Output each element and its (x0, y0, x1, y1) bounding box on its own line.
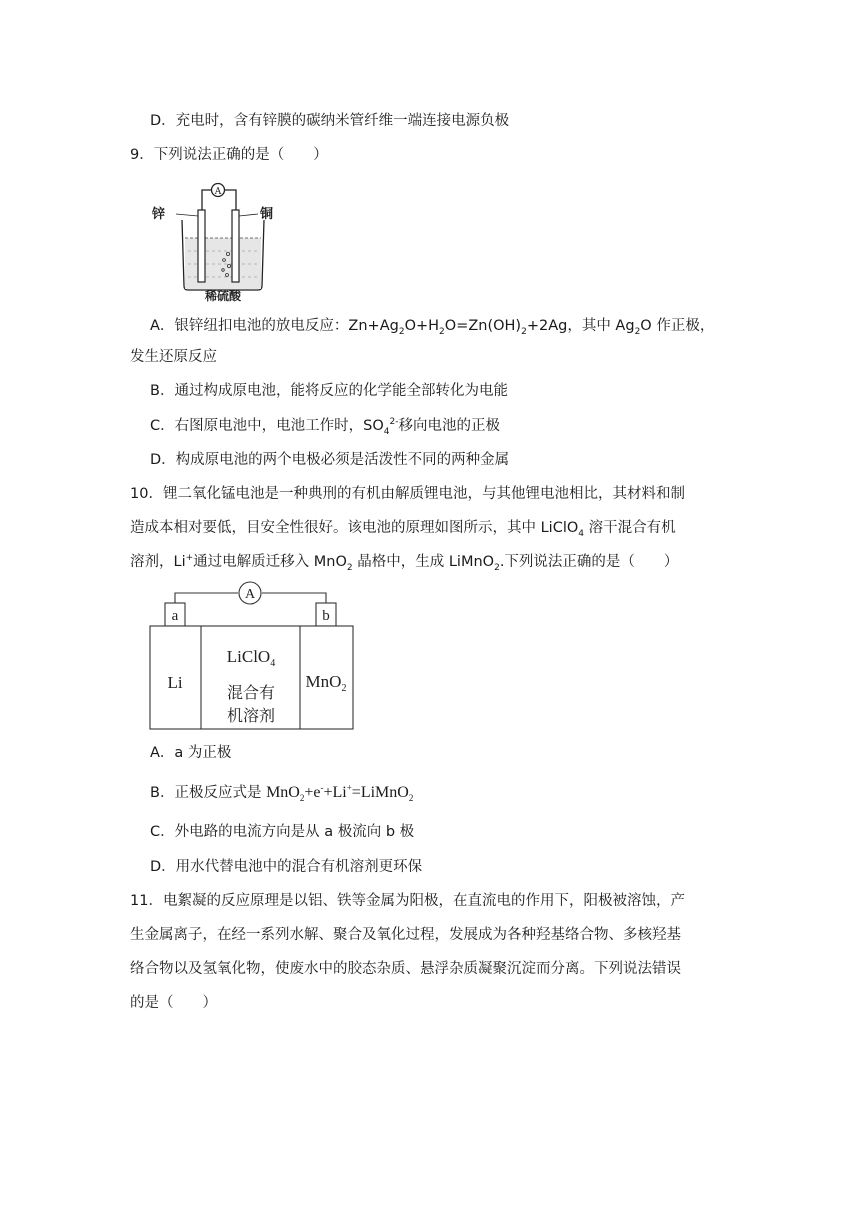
q9-zinc-label: 锌 (152, 207, 166, 222)
q8-option-d: D．充电时，含有锌膜的碳纳米管纤维一端连接电源负极 (150, 113, 510, 129)
q10-stem-line2: 造成本相对要低，目安全性很好。该电池的原理如图所示，其中 LiClO$_4$ 溶干混合有机 (130, 520, 676, 539)
q10-option-d: D．用水代替电池中的混合有机溶剂更环保 (150, 859, 423, 875)
q10-terminal-a-label: a (171, 608, 179, 624)
q9-solution-label: 稀硫酸 (204, 289, 242, 302)
q10-electrolyte-label: LiClO$_4$ (226, 647, 276, 669)
q10-option-b: B．正极反应式是 MnO$_2$+e-+Li+=LiMnO$_2$ (150, 782, 414, 804)
q11-stem-line2: 生金属离子，在经一系列水解、聚合及氧化过程，发展成为各种羟基络合物、多核羟基 (130, 927, 681, 943)
q9-option-d: D．构成原电池的两个电极必须是活泼性不同的两种金属 (150, 452, 510, 468)
q10-cathode-label: MnO$_2$ (305, 672, 347, 694)
q9-option-a-line1: A．银锌纽扣电池的放电反应：$Zn+Ag_2O+H_2O=Zn(OH)_2+2Ag$，其中 $Ag_2O$ 作正极， (150, 318, 715, 337)
q9-option-c: C．右图原电池中，电池工作时，$SO_4^{2-}$移向电池的正极 (150, 417, 500, 437)
q11-stem-line1: 11．电絮凝的反应原理是以铝、铁等金属为阳极，在直流电的作用下，阳极被溶蚀，产 (130, 893, 685, 909)
q11-stem-line4: 的是（ ） (130, 995, 217, 1011)
q9-galvanic-cell-figure (150, 176, 280, 302)
q11-stem-line3: 络合物以及氢氧化物，使废水中的胶态杂质、悬浮杂质凝聚沉淀而分离。下列说法错误 (130, 961, 681, 977)
q10-electrolyte-line3: 机溶剂 (226, 706, 276, 725)
q9-copper-electrode (232, 210, 239, 282)
q10-option-c: C．外电路的电流方向是从 a 极流向 b 极 (150, 824, 415, 840)
q10-battery-figure (148, 581, 358, 731)
q9-copper-label: 铜 (260, 207, 274, 222)
q9-option-b: B．通过构成原电池，能将反应的化学能全部转化为电能 (150, 383, 508, 399)
q10-stem-line1: 10．锂二氧化锰电池是一种典刑的有机由解质锂电池，与其他锂电池相比，其材料和制 (130, 486, 685, 502)
q9-option-a-line2: 发生还原反应 (130, 349, 217, 365)
q10-anode-label: Li (167, 673, 183, 692)
q10-ammeter-label: A (244, 587, 256, 602)
q9-stem: 9．下列说法正确的是（ ） (130, 147, 328, 163)
q10-terminal-b-label: b (322, 608, 330, 624)
q9-zinc-electrode (198, 210, 205, 282)
q10-stem-line3: 溶剂，Li+通过电解质迁移入 MnO$_2$ 晶格中，生成 LiMnO$_2$.下列说法正确的是（ ） (130, 553, 679, 573)
q9-ammeter-label: A (214, 187, 222, 197)
q10-option-a: A．a 为正极 (150, 745, 232, 761)
q10-electrolyte-line2: 混合有 (226, 683, 276, 702)
